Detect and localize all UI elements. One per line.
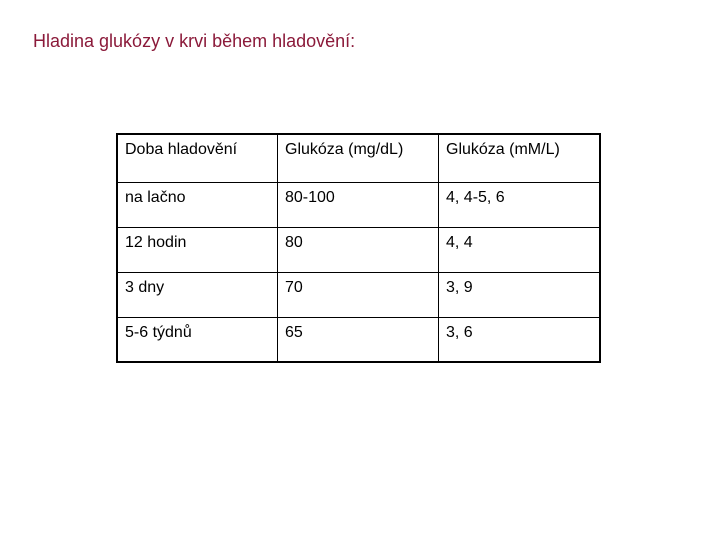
table-cell: 65 (278, 317, 439, 362)
table-row (117, 272, 600, 317)
header-cell-duration: Doba hladovění (117, 134, 278, 182)
table-cell: 12 hodin (117, 227, 278, 272)
table-cell: na lačno (117, 182, 278, 227)
table-cell: 3, 6 (439, 317, 601, 362)
glucose-table (116, 133, 601, 363)
table-cell: 4, 4-5, 6 (439, 182, 601, 227)
table-cell: 80-100 (278, 182, 439, 227)
table-row (117, 227, 600, 272)
table-cell: 3 dny (117, 272, 278, 317)
page-title: Hladina glukózy v krvi během hladovění: (33, 31, 356, 51)
table-row (117, 182, 600, 227)
header-cell-glucose-mml: Glukóza (mM/L) (439, 134, 601, 182)
header-cell-glucose-mgdl: Glukóza (mg/dL) (278, 134, 439, 182)
table-cell: 70 (278, 272, 439, 317)
table-header-row (117, 134, 600, 182)
table-cell: 80 (278, 227, 439, 272)
table-row (117, 317, 600, 362)
table-cell: 5-6 týdnů (117, 317, 278, 362)
table-cell: 4, 4 (439, 227, 601, 272)
table-cell: 3, 9 (439, 272, 601, 317)
